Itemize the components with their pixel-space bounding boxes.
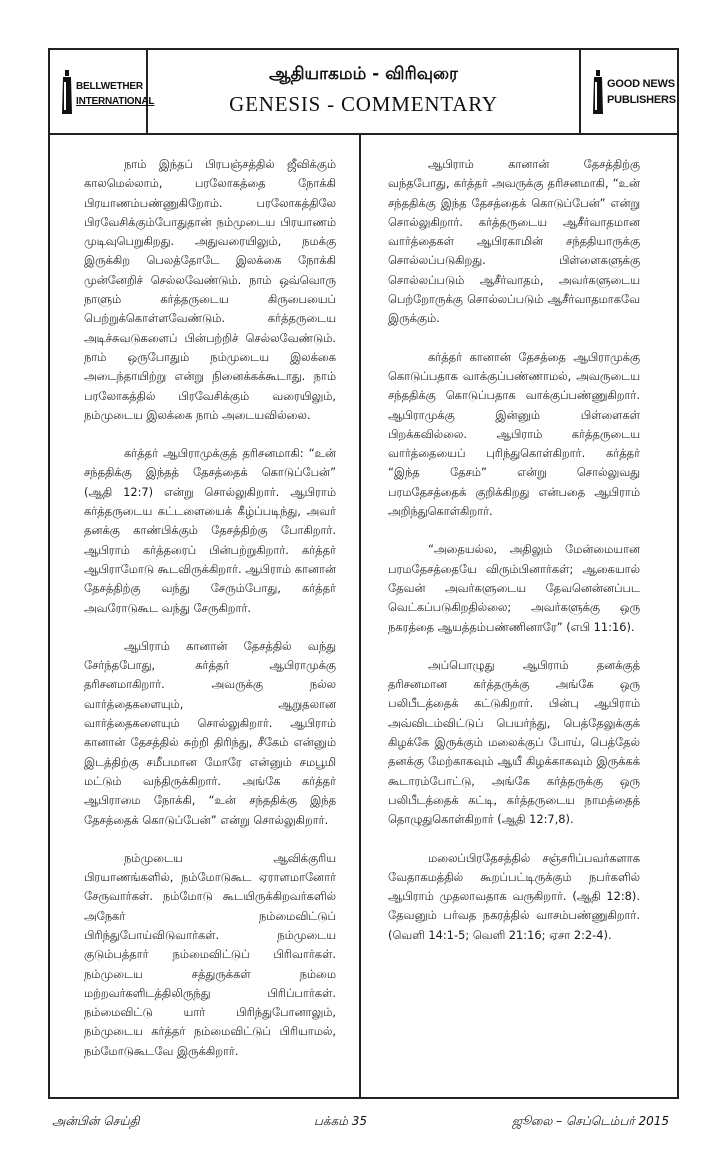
paragraph: ஆபிராம் கானான் தேசத்திற்கு வந்தபோது, கர்த்தர் அவருக்கு தரிசனமாகி, “உன் சந்ததிக்கு இந்த தேசத்தைக் கொடுப்பேன்” என்று சொல்லுகிறார். கர்த்தருடைய ஆசீர்வாதமான வார்த்தைகள் ஆபிரகாமின் சந்ததியாருக்கு சொல்லப்படுகிறது. பிள்ளைகளுக்கு சொல்லப்படும் ஆசீர்வாதம், அவர்களுடைய பெற்றோருக்கு சொல்லப்படும் ஆசீர்வாதமாகவே இருக்கும். [388,157,640,326]
right-logo-box [579,50,677,133]
left-column [84,155,336,1080]
title-tamil: ஆதியாகமம் - விரிவுரை [269,64,458,84]
left-logo-line2: INTERNATIONAL [76,96,155,107]
paragraph: நம்முடைய ஆவிக்குரிய பிரயாணங்களில், நம்மோடுகூட ஏராளமானோர் சேருவார்கள். நம்மோடு கூடயிருக்கிறவர்களில் அநேகர் நம்மைவிட்டுப் பிரிந்துபோய்விடுவார்கள். நம்முடைய குடும்பத்தார் நம்மைவிட்டுப் பிரிவார்கள். நம்முடைய சத்துருக்கள் நம்மை மற்றவர்களிடத்திலிருந்து பிரிப்பார்கள். நம்மைவிட்டு யார் பிரிந்துபோனாலும், நம்முடைய கர்த்தர் நம்மைவிட்டுப் பிரியாமல், நம்மோடுகூடவே இருக்கிறார். [84,850,336,1058]
footer-issue-date: ஜூலை – செப்டெம்பர் 2015 [511,1114,669,1128]
header-title-area [148,50,579,133]
paragraph: மலைப்பிரதேசத்தில் சஞ்சரிப்பவர்களாக வேதாகமத்தில் கூறப்பட்டிருக்கும் நபர்களில் ஆபிராம் முதலாவதாக வருகிறார். (ஆதி 12:8). தேவனும் பர்வத நகரத்தில் வாசம்பண்ணுகிறார். (வெளி 14:1-5; வெளி 21:16; ஏசா 2:2-4). [388,850,640,942]
lamp-tower-icon [60,70,74,114]
footer-magazine-name: அன்பின் செய்தி [52,1114,140,1128]
right-logo-line1: GOOD NEWS [607,78,675,90]
paragraph: அப்பொழுது ஆபிராம் தனக்குத் தரிசனமான கர்த்தருக்கு அங்கே ஒரு பலிபீடத்தைக் கட்டுகிறார். பின்பு ஆபிராம் அவ்விடம்விட்டுப் பெயர்ந்து, பெத்தேலுக்குக் கிழக்கே இருக்கும் மலைக்குப் போய், பெத்தேல் தனக்கு மேற்காகவும் ஆயீ கிழக்காகவும் இருக்கக் கூடாரம்போட்டு, அங்கே கர்த்தருக்கு ஒரு பலிபீடத்தைக் கட்டி, கர்த்தருடைய நாமத்தைத் தொழுதுகொள்கிறார் (ஆதி 12:7,8). [388,657,640,827]
column-divider [359,133,361,1099]
title-english: GENESIS - COMMENTARY [229,92,498,116]
right-logo-line2: PUBLISHERS [607,94,676,106]
bellwether-logo [60,70,155,118]
right-column [388,155,640,964]
paragraph: கர்த்தர் ஆபிராமுக்குத் தரிசனமாகி: “உன் சந்ததிக்கு இந்தத் தேசத்தைக் கொடுப்பேன்” (ஆதி 12:7) என்று சொல்லுகிறார். ஆபிராம் கர்த்தருடைய கட்டளையைக் கீழ்ப்படிந்து, அவர் தனக்கு காண்பிக்கும் தேசத்திற்கு போகிறார். ஆபிராம் கர்த்தரைப் பின்பற்றுகிறார். கர்த்தர் ஆபிராமோடு கூடவிருக்கிறார். ஆபிராம் கானான் தேசத்திற்கு வந்து சேரும்போது, கர்த்தர் அவரோடுகூட வந்து சேருகிறார். [84,446,336,615]
paragraph: ஆபிராம் கானான் தேசத்தில் வந்து சேர்ந்தபோது, கர்த்தர் ஆபிராமுக்கு தரிசனமாகிறார். அவருக்கு நல்ல வார்த்தைகளையும், ஆறுதலான வார்த்தைகளையும் சொல்லுகிறார். ஆபிராம் கானான் தேசத்தில் சுற்றி திரிந்து, சீகேம் என்னும் இடத்திற்கு சமீபமான மோரே என்னும் சமபூமி மட்டும் வந்திருக்கிறார். அங்கே கர்த்தர் ஆபிராமை நோக்கி, “உன் சந்ததிக்கு இந்த தேசத்தைக் கொடுப்பேன்” என்று சொல்லுகிறார். [84,638,336,827]
good-news-logo [591,70,676,118]
page-header [50,50,677,135]
footer-page-number: பக்கம் 35 [314,1114,368,1128]
left-logo-line1: BELLWETHER [76,81,143,92]
paragraph: நாம் இந்தப் பிரபஞ்சத்தில் ஜீவிக்கும் காலமெல்லாம், பரலோகத்தை நோக்கி பிரயாணம்பண்ணுகிறோம். பரலோகத்திலே பிரவேசிக்கும்போதுதான் நம்முடைய பிரயாணம் முடிவுபெறுகிறது. அதுவரையிலும், நமக்கு இருக்கிற பெலத்தோடே இலக்கை நோக்கி முன்னேறிச் செல்லவேண்டும். நாம் ஒவ்வொரு நாளும் கர்த்தருடைய கிருபையைப் பெற்றுக்கொள்ளவேண்டும். கர்த்தருடைய அடிச்சுவடுகளைப் பின்பற்றிச் செல்லவேண்டும். நாம் ஒருபோதும் நம்முடைய இலக்கை அடைந்தாயிற்று என்று நினைக்கக்கூடாது. நாம் பரலோகத்தில் பிரவேசிக்கும் வரையிலும், நம்முடைய இலக்கை நாம் அடையவில்லை. [84,157,336,422]
page-frame [48,48,679,1099]
paragraph: கர்த்தர் கானான் தேசத்தை ஆபிராமுக்கு கொடுப்பதாக வாக்குப்பண்ணாமல், அவருடைய சந்ததிக்கு கொடுப்பதாக வாக்குப்பண்ணுகிறார். ஆபிராமுக்கு இன்னும் பிள்ளைகள் பிறக்கவில்லை. ஆபிராம் கர்த்தருடைய வார்த்தையைப் புரிந்துகொள்கிறார். கர்த்தர் “இந்த தேசம்” என்று சொல்லுவது பரமதேசத்தைக் குறிக்கிறது என்பதை ஆபிராம் அறிந்துகொள்கிறார். [388,349,640,519]
lamp-tower-icon [591,70,605,114]
paragraph: “அதையல்ல, அதிலும் மேன்மையான பரமதேசத்தையே விரும்பினார்கள்; ஆகையால் தேவன் அவர்களுடைய தேவனென்னப்பட வெட்கப்படுகிறதில்லை; அவர்களுக்கு ஒரு நகரத்தை ஆயத்தம்பண்ணினாரே” (எபி 11:16). [388,542,640,634]
left-logo-box [50,50,155,133]
